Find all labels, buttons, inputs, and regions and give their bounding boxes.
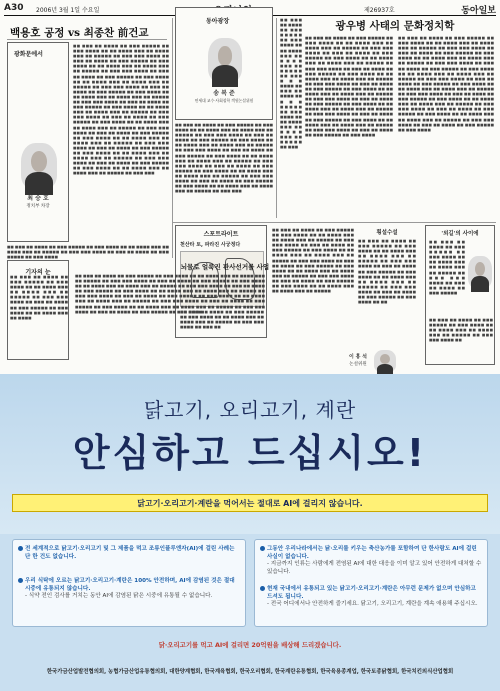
ad-item <box>260 546 482 576</box>
ad-item-headline: 우리 식탁에 오르는 닭고기·오리고기·계란은 100% 안전하며, AI에 감염된 것은 절대 시중에 유통되지 않습니다. <box>25 578 235 592</box>
ad-item-headline: 그동안 우리나라에서는 닭·오리를 키우는 축산농가를 포함하여 단 한사람도 AI에 걸린 사실이 없습니다. <box>267 546 477 560</box>
ad-headline-line1: 닭고기, 오리고기, 계란 <box>143 398 357 422</box>
side-column-label: '외길'의 사이에 <box>441 231 479 237</box>
divider <box>7 39 167 40</box>
page-number: A30 <box>4 3 24 13</box>
ad-item-detail: - 지금까지 인류는 사람에게 전염된 AI에 대한 대응을 이미 알고 있어 안전하게 대처할 수 있습니다. <box>267 561 482 575</box>
bullet-icon <box>260 586 265 591</box>
ad-left-panel <box>12 539 246 627</box>
ad-headline-line2: 안심하고 드십시오! <box>72 431 428 475</box>
ad-item-headline: 현재 국내에서 유통되고 있는 닭고기·오리고기·계란은 아무런 문제가 없으며 안심하고 드셔도 됩니다. <box>267 586 476 600</box>
writer-name: 송 복 준 <box>213 90 235 97</box>
side-column-body-end: ■■ ■■■ ■■ ■■■■ ■■ ■■■ ■■■■■ ■■ ■■■ ■■■■ ■■ ■■ ■■■■ ■■■ ■■ ■■■■ ■■■ ■■ ■■■■■ ■■ ■■■ ■■■ ■■■■ ■■ <box>429 318 493 343</box>
writer-title: 연세대 교수·사회철학 객원논설위원 <box>194 98 254 103</box>
ad-item-detail: - 식약 전인 검사를 거치는 동안 AI에 감염된 닭은 시중에 유통될 수 없습니다. <box>25 593 213 599</box>
column3-body-a: ■■ ■■■ ■■ ■■■■ ■■ ■■■ ■■■■■ ■■ ■■■ ■■■■ ■■ ■■ ■■■■ ■■■ ■■ ■■■■ ■■■ ■■ ■■■■■ ■■ ■■■ ■■■ ■■■■ ■■ ■■■ ■■ ■■■■ ■■ ■■■ ■■■■■ ■■ ■■■ ■■■■ ■■ ■■ ■■■■ ■■■ ■■ ■■■■ ■■■ ■■ ■■■■■ ■■ ■■■ ■■■ ■■■■ ■■ ■■■ ■■ ■■■■ ■■ ■■■ ■■■■■ ■■ ■■■ ■■■■ ■■ ■■ ■■■■ ■■■ ■■ ■■■■ ■■■ ■■ ■■■■■ ■■ ■■■ ■■■ ■■■■ ■■ ■■■ ■■ ■■■■ ■■ ■■■ ■■■■■ ■■ ■■■ ■■■■ ■■ ■■ ■■■■ ■■■ ■■ ■■■■ ■■■ ■■ ■■■■■ ■■ ■■■ ■■■ ■■■■ ■■ ■■■ ■■ ■■■■ ■■ ■■■ ■■■■■ ■■ ■■■ ■■■■ ■■ ■■ ■■■■ ■■■ ■■ ■■■■ ■■■ ■■ ■■■■■ ■■ ■■■ ■■■ ■■■■ ■■ ■■■ ■■ ■■■■ ■■ ■■■ ■■■■■ ■■ ■■■ ■■■■ ■■ ■■ ■■■■ ■■■ ■■ ■■■■ ■■■ ■■ ■■■■■ ■■ ■■■ ■■■ ■■■■ ■■ ■■■ ■■ ■■■■ ■■ ■■■ ■■■■■ ■■ ■■■ ■■■■ <box>305 36 393 137</box>
divider <box>172 222 496 223</box>
column3-headline: 광우병 사태의 문화정치학 <box>335 20 455 32</box>
ad-item <box>260 586 482 609</box>
ad-sponsors: 한국가금산업발전협의회, 농협가금산업유통협의회, 대한양계협회, 한국계육협회, 한국오리협회, 한국계란유통협회, 한국육용종계업, 한국토종닭협회, 한국치킨외식산업협회 <box>46 669 454 675</box>
ad-item-headline: 전 세계적으로 닭고기·오리고기 및 그 제품을 먹고 조류인플루엔자(AI)에 걸린 사례는 단 한 건도 없습니다. <box>25 546 235 560</box>
bullet-icon <box>18 546 23 551</box>
side-column-box <box>425 225 495 365</box>
writer-name: 최 승 호 <box>27 195 49 202</box>
spotlight-label: 스포트라이트 <box>203 231 239 238</box>
writer-name: 이 홍 석 <box>349 354 367 360</box>
ad-item <box>18 546 240 561</box>
reporter-eye-label: 기자의 눈 <box>25 269 51 276</box>
bullet-icon <box>18 578 23 583</box>
newspaper-logo: 동아일보 <box>461 6 496 16</box>
bullet-icon <box>260 546 265 551</box>
issue-number: 제26937호 <box>364 7 395 14</box>
column1-writer-box <box>7 42 69 242</box>
ad-right-panel <box>254 539 488 627</box>
column1-headline: 백용호 공정 vs 최종찬 前건교 <box>10 27 149 39</box>
advertisement <box>0 374 500 691</box>
writer-photo <box>21 143 57 189</box>
spotlight-title: 천산타 토, 파라진 사궁정다 <box>180 242 241 248</box>
ad-banner <box>12 494 488 512</box>
hwangseol-body: ■■ ■■■ ■■ ■■■■ ■■ ■■■ ■■■■■ ■■ ■■■ ■■■■ ■■ ■■ ■■■■ ■■■ ■■ ■■■■ ■■■ ■■ ■■■■■ ■■ ■■■ ■■■ ■■■■ ■■ ■■■ ■■ ■■■■ ■■ ■■■ ■■■■■ ■■ ■■■ ■■■■ ■■ ■■ ■■■■ ■■■ ■■ ■■■■ ■■■ ■■ ■■■■■ ■■ ■■■ ■■■ ■■■■ ■■ ■■■ ■■ ■■■■ ■■ ■■■ ■■■■■ ■■ ■■■ ■■■■ ■■ ■■ <box>358 239 416 305</box>
column2-body-cont: ■■ ■■■ ■■ ■■■■ ■■ ■■■ ■■■■■ ■■ ■■■ ■■■■ ■■ ■■ ■■■■ ■■■ ■■ ■■■■ ■■■ ■■ ■■■■■ ■■ ■■■ ■■■ ■■■■ ■■ ■■■ ■■ ■■■■ ■■ ■■■ ■■■■■ ■■ ■■■ ■■■■ ■■ ■■ ■■■■ ■■■ ■■ ■■■■ ■■■ ■■ ■■■■■ ■■ ■■■ <box>280 18 302 150</box>
writer-photo <box>468 256 492 288</box>
editorial-body: ■■ ■■■ ■■ ■■■■ ■■ ■■■ ■■■■■ ■■ ■■■ ■■■■ ■■ ■■ ■■■■ ■■■ ■■ ■■■■ ■■■ ■■ ■■■■■ ■■ ■■■ ■■■ ■■■■ ■■ ■■■ ■■ ■■■■ ■■ ■■■ ■■■■■ ■■ ■■■ ■■■■ ■■ ■■ ■■■■ ■■■ ■■ ■■■■ ■■■ ■■ ■■■■■ ■■ ■■■ ■■■ ■■■■ ■■ ■■■ ■■ ■■■■ ■■ ■■■ ■■■■■ ■■ ■■■ ■■■■ ■■ ■■ ■■■■ ■■■ ■■ ■■■■ ■■■ ■■ ■■■■■ ■■ ■■■ ■■■ ■■■■ ■■ ■■■ ■■ ■■■■ ■■ ■■■ ■■■■■ ■■ ■■■ ■■■■ ■■ ■■ ■■■■ ■■■ ■■ ■■■■ ■■■ ■■ ■■■■■ ■■ ■■■ ■■■ ■■■■ ■■ ■■■ ■■ ■■■■ ■■ ■■■ ■■■■■ ■■ ■■■ ■■■■ ■■ ■■ ■■■■ ■■■ ■■ ■■■■ ■■■ ■■ ■■■■■ ■■ ■■■ ■■■ ■■■■ ■■ ■■■ ■■ ■■■■ ■■ ■■■ ■■■■■ ■■ ■■■ ■■■■ <box>75 274 265 314</box>
column2-box-label: 동아광장 <box>206 18 230 25</box>
column2-body: ■■ ■■■ ■■ ■■■■ ■■ ■■■ ■■■■■ ■■ ■■■ ■■■■ ■■ ■■ ■■■■ ■■■ ■■ ■■■■ ■■■ ■■ ■■■■■ ■■ ■■■ ■■■ ■■■■ ■■ ■■■ ■■ ■■■■ ■■ ■■■ ■■■■■ ■■ ■■■ ■■■■ ■■ ■■ ■■■■ ■■■ ■■ ■■■■ ■■■ ■■ ■■■■■ ■■ ■■■ ■■■ ■■■■ ■■ ■■■ ■■ ■■■■ ■■ ■■■ ■■■■■ ■■ ■■■ ■■■■ ■■ ■■ ■■■■ ■■■ ■■ ■■■■ ■■■ ■■ ■■■■■ ■■ ■■■ ■■■ ■■■■ ■■ ■■■ ■■ ■■■■ ■■ ■■■ ■■■■■ ■■ ■■■ ■■■■ ■■ ■■ ■■■■ ■■■ ■■ ■■■■ ■■■ ■■ ■■■■■ ■■ ■■■ ■■■ ■■■■ ■■ ■■■ ■■ ■■■■ ■■ ■■■ ■■■■■ ■■ ■■■ ■■■■ ■■ ■■ ■■■■ ■■■ ■■ ■■■■ ■■■ ■■ ■■■■■ ■■ ■■■ ■■■ <box>175 123 273 194</box>
ad-item <box>18 578 240 601</box>
column3-body-b: ■■ ■■■ ■■ ■■■■ ■■ ■■■ ■■■■■ ■■ ■■■ ■■■■ ■■ ■■ ■■■■ ■■■ ■■ ■■■■ ■■■ ■■ ■■■■■ ■■ ■■■ ■■■ ■■■■ ■■ ■■■ ■■ ■■■■ ■■ ■■■ ■■■■■ ■■ ■■■ ■■■■ ■■ ■■ ■■■■ ■■■ ■■ ■■■■ ■■■ ■■ ■■■■■ ■■ ■■■ ■■■ ■■■■ ■■ ■■■ ■■ ■■■■ ■■ ■■■ ■■■■■ ■■ ■■■ ■■■■ ■■ ■■ ■■■■ ■■■ ■■ ■■■■ ■■■ ■■ ■■■■■ ■■ ■■■ ■■■ ■■■■ ■■ ■■■ ■■ ■■■■ ■■ ■■■ ■■■■■ ■■ ■■■ ■■■■ ■■ ■■ ■■■■ ■■■ ■■ ■■■■ ■■■ ■■ ■■■■■ ■■ ■■■ ■■■ ■■■■ ■■ ■■■ ■■ ■■■■ ■■ ■■■ ■■■■■ ■■ ■■■ ■■■■ ■■ ■■ ■■■■ ■■■ ■■ ■■■■ ■■■ ■■ ■■■■■ ■■ ■■■ ■■■ ■■■■ ■■ ■■■ ■■ ■■■■ ■■ ■■■ ■■■■■ ■■ ■■■ ■■■■ ■■ ■■ ■■■■ ■■■ ■■ ■■■■ ■■■ ■■ ■■■■■ ■■ ■■■ ■■■ ■■■■ ■■ ■■■ ■■ ■■■■ ■■ ■■■ ■■■■■ ■■ ■■■ ■■■■ <box>398 36 494 132</box>
editorial-headline: 뇌물로 얼룩진 판사선거를 사업 <box>180 263 270 271</box>
hwangseol-column <box>358 225 416 345</box>
issue-date: 2006년 3월 1일 수요일 <box>36 7 100 14</box>
middle-body-a: ■■ ■■■ ■■ ■■■■ ■■ ■■■ ■■■■■ ■■ ■■■ ■■■■ ■■ ■■ ■■■■ ■■■ ■■ ■■■■ ■■■ ■■ ■■■■■ ■■ ■■■ ■■■ ■■■■ ■■ ■■■ ■■ ■■■■ ■■ ■■■ ■■■■■ ■■ ■■■ ■■■■ ■■ ■■ ■■■■ ■■■ ■■ ■■■■ ■■■ ■■ ■■■■■ ■■ ■■■ ■■■ ■■■■ ■■ ■■■ ■■ ■■■■ ■■ ■■■ ■■■■■ ■■ ■■■ ■■■■ ■■ ■■ ■■■■ ■■■ ■■ ■■■■ ■■■ ■■ ■■■■■ ■■ ■■■ ■■■ ■■■■ ■■ ■■■ ■■ ■■■■ ■■ ■■■ ■■■■■ ■■ ■■■ ■■■■ ■■ ■■ ■■■■ ■■■ ■■ ■■■■ ■■■ ■■ ■■■■■ <box>272 228 354 294</box>
column1-body: ■■ ■■■ ■■ ■■■■ ■■ ■■■ ■■■■■ ■■ ■■■ ■■■■ ■■ ■■ ■■■■ ■■■ ■■ ■■■■ ■■■ ■■ ■■■■■ ■■ ■■■ ■■■ ■■■■ ■■ ■■■ ■■ ■■■■ ■■ ■■■ ■■■■■ ■■ ■■■ ■■■■ ■■ ■■ ■■■■ ■■■ ■■ ■■■■ ■■■ ■■ ■■■■■ ■■ ■■■ ■■■ ■■■■ ■■ ■■■ ■■ ■■■■ ■■ ■■■ ■■■■■ ■■ ■■■ ■■■■ ■■ ■■ ■■■■ ■■■ ■■ ■■■■ ■■■ ■■ ■■■■■ ■■ ■■■ ■■■ ■■■■ ■■ ■■■ ■■ ■■■■ ■■ ■■■ ■■■■■ ■■ ■■■ ■■■■ ■■ ■■ ■■■■ ■■■ ■■ ■■■■ ■■■ ■■ ■■■■■ ■■ ■■■ ■■■ ■■■■ ■■ ■■■ ■■ ■■■■ ■■ ■■■ ■■■■■ ■■ ■■■ ■■■■ ■■ ■■ ■■■■ ■■■ ■■ ■■■■ ■■■ ■■ ■■■■■ ■■ ■■■ ■■■ ■■■■ ■■ ■■■ ■■ ■■■■ ■■ ■■■ ■■■■■ ■■ ■■■ ■■■■ ■■ ■■ ■■■■ ■■■ ■■ ■■■■ ■■■ ■■ ■■■■■ ■■ ■■■ ■■■ ■■■■ ■■ ■■■ ■■ ■■■■ ■■ ■■■ ■■■■■ ■■ ■■■ ■■■■ ■■ ■■ ■■■■ ■■■ ■■ ■■■■ ■■■ ■■ ■■■■■ ■■ ■■■ ■■■ ■■■■ ■■ ■■■ ■■ ■■■■ ■■ ■■■ ■■■■■ ■■ ■■■ ■■■■ ■■ ■■ ■■■■ ■■■ ■■ ■■■■ ■■■ ■■ ■■■■■ ■■ ■■■ ■■■ ■■■■ ■■ ■■■ ■■ ■■■■ ■■ ■■■ ■■■■■ ■■ ■■■ ■■■■ ■■ ■■ ■■■■ ■■■ ■■ ■■■■ ■■■ ■■ ■■■■■ ■■ ■■■ ■■■ <box>73 44 169 176</box>
ad-item-detail: - 전국 어디에서나 안전하게 즐기세요. 닭고기, 오리고기, 계란을 계속 애용해 주십시오. <box>267 601 478 607</box>
column-divider <box>276 18 277 218</box>
ad-slogan: 닭·오리고기를 먹고 AI에 걸리면 20억원을 배상해 드리겠습니다. <box>158 641 342 649</box>
column2-writer-box <box>175 7 273 120</box>
side-column-body: ■■ ■■■ ■■ ■■■■ ■■ ■■■ ■■■■■ ■■ ■■■ ■■■■ ■■ ■■ ■■■■ ■■■ ■■ ■■■■ ■■■ ■■ ■■■■■ ■■ ■■■ ■■■ ■■■■ ■■ ■■■ ■■ ■■■■ ■■ ■■■ ■■■■■ <box>429 240 465 295</box>
hwangseol-label: 횡설수설 <box>376 230 398 236</box>
writer-title: 논설위원 <box>349 362 367 367</box>
writer-photo <box>374 350 396 372</box>
column1-body-end: ■■ ■■■ ■■ ■■■■ ■■ ■■■ ■■■■■ ■■ ■■■ ■■■■ ■■ ■■ ■■■■ ■■■ ■■ ■■■■ ■■■ ■■ ■■■■■ ■■ ■■■ ■■■ ■■■■ ■■ ■■■ ■■ ■■■■ ■■ ■■■ ■■■■■ ■■ ■■■ ■■■■ <box>7 245 169 260</box>
reporter-eye-body: ■■ ■■■ ■■ ■■■■ ■■ ■■■ ■■■■■ ■■ ■■■ ■■■■ ■■ ■■ ■■■■ ■■■ ■■ ■■■■ ■■■ ■■ ■■■■■ ■■ ■■■ ■■■ ■■■■ ■■ ■■■ ■■ ■■■■ ■■ ■■■ ■■■■■ ■■ ■■■ ■■■■ ■■ ■■ ■■■■ ■■■ ■■ ■■■■ <box>10 275 68 320</box>
ad-banner-text: 닭고기·오리고기·계란을 먹어서는 절대로 AI에 걸리지 않습니다. <box>137 499 363 508</box>
writer-title: 정치부 차장 <box>26 204 50 209</box>
writer-photo <box>208 38 242 82</box>
spotlight-caption: ■■ ■■■ ■■ ■■■■ ■■ ■■■ ■■■■■ ■■ ■■■ ■■■■ ■■ ■■ ■■■■ ■■■ ■■ ■■■■ ■■■ ■■ ■■■■■ ■■ ■■■ ■■■ ■■■■ ■■ ■■■ ■■ <box>180 310 264 330</box>
column1-box-label: 광화문에서 <box>14 51 43 58</box>
